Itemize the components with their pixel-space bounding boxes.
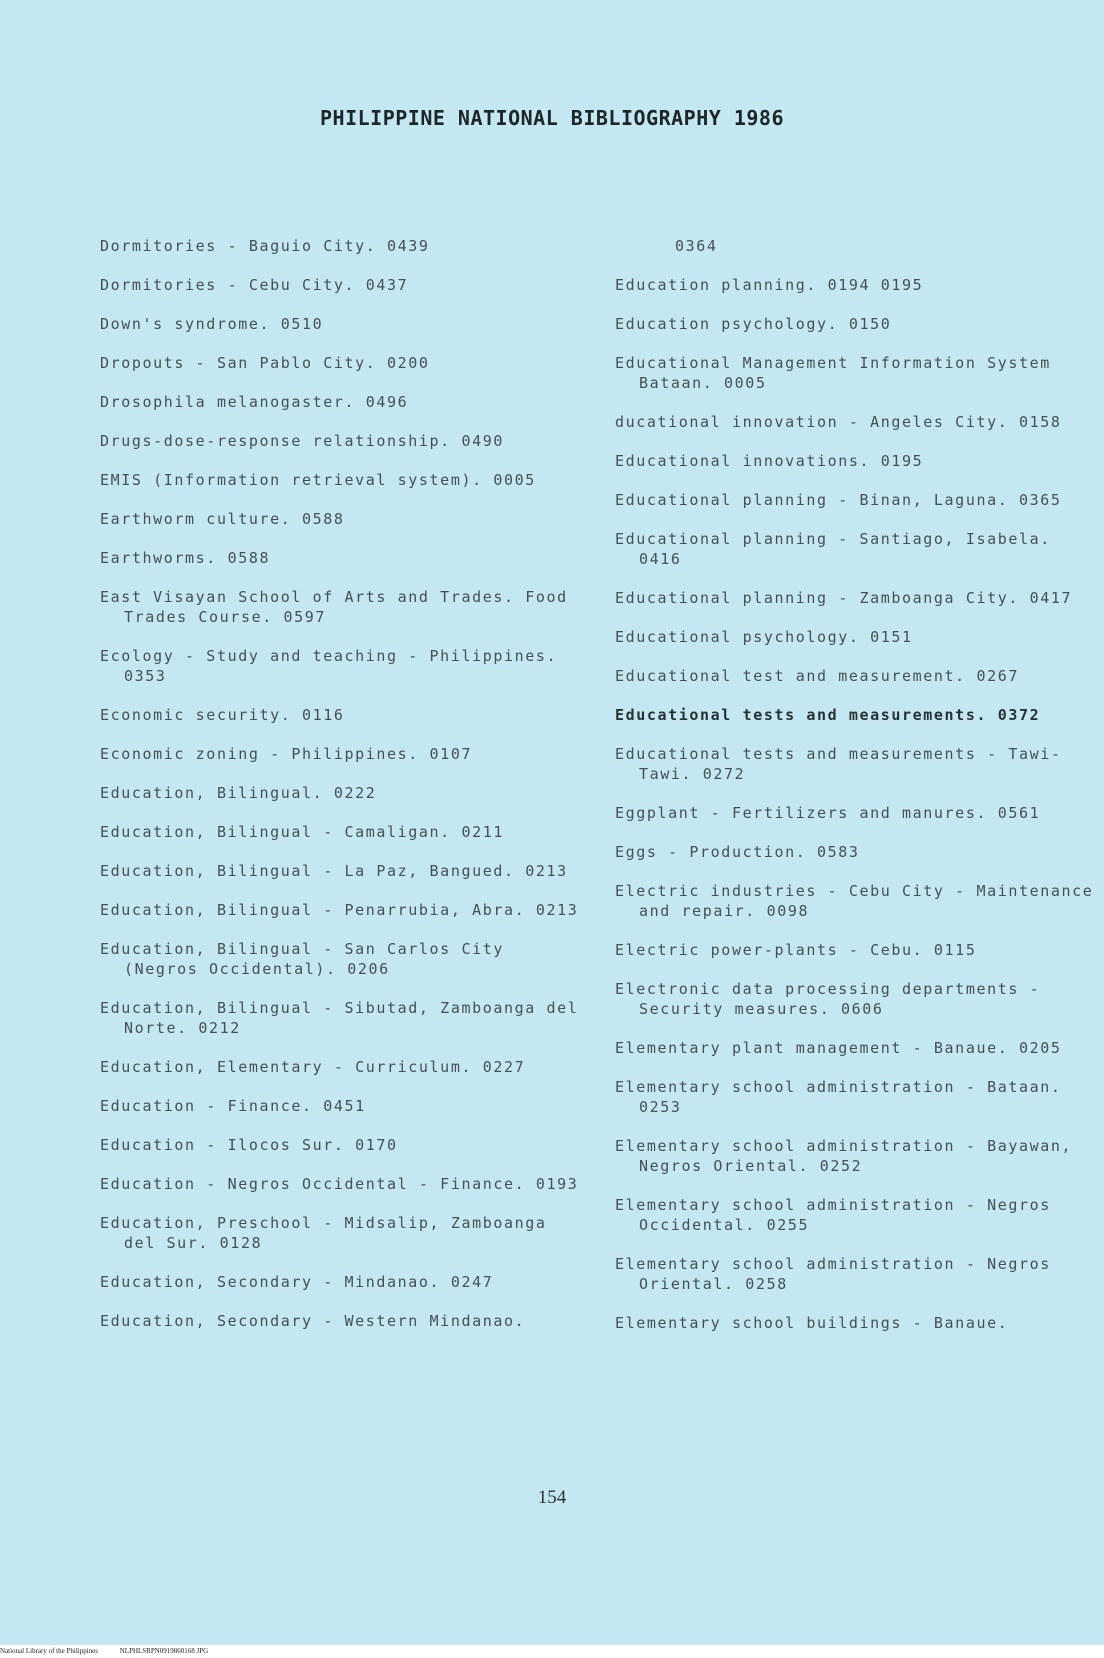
index-entry: Electric power-plants - Cebu. 0115 [615, 941, 977, 959]
index-entry: Education psychology. 0150 [615, 315, 892, 333]
index-entry: Educational innovations. 0195 [615, 452, 924, 470]
index-entry: Education, Preschool - Midsalip, Zamboanga del Sur. 0128 [100, 1214, 547, 1252]
page-title: PHILIPPINE NATIONAL BIBLIOGRAPHY 1986 [319, 106, 785, 130]
page-number: 154 [537, 1487, 567, 1508]
index-entry: East Visayan School of Arts and Trades. Food Trades Course. 0597 [100, 588, 568, 626]
index-entry: Education - Negros Occidental - Finance. 0193 [100, 1175, 579, 1193]
index-entry: Educational planning - Zamboanga City. 0417 [615, 589, 1073, 607]
index-entry: Educational test and measurement. 0267 [615, 667, 1019, 685]
index-entry: Earthworm culture. 0588 [100, 510, 345, 528]
index-entry: Elementary school administration - Negros Oriental. 0258 [615, 1255, 1051, 1293]
index-entry: Dormitories - Baguio City. 0439 [100, 237, 430, 255]
index-entry: Eggplant - Fertilizers and manures. 0561 [615, 804, 1041, 822]
index-entry: Dormitories - Cebu City. 0437 [100, 276, 409, 294]
index-entry: Elementary school administration - Bayawan, Negros Oriental. 0252 [615, 1137, 1073, 1175]
right-column [615, 236, 1095, 1352]
index-entry: Education - Finance. 0451 [100, 1097, 366, 1115]
left-column [100, 236, 580, 1350]
library-credit: National Library of the Philippines [0, 1647, 98, 1655]
index-entry: Dropouts - San Pablo City. 0200 [100, 354, 430, 372]
index-entry: Drosophila melanogaster. 0496 [100, 393, 409, 411]
index-entry: Education, Secondary - Western Mindanao. [100, 1312, 526, 1330]
index-entry: Economic zoning - Philippines. 0107 [100, 745, 473, 763]
index-entry: Earthworms. 0588 [100, 549, 271, 567]
index-entry: Educational psychology. 0151 [615, 628, 913, 646]
index-entry: Educational tests and measurements. 0372 [615, 706, 1041, 724]
index-entry: Elementary school buildings - Banaue. [615, 1314, 1009, 1332]
index-entry: Elementary school administration - Negros Occidental. 0255 [615, 1196, 1051, 1234]
index-entry: Education, Secondary - Mindanao. 0247 [100, 1273, 494, 1291]
index-entry: Education, Bilingual - San Carlos City (Negros Occidental). 0206 [100, 940, 504, 978]
index-entry: Education, Bilingual - Camaligan. 0211 [100, 823, 504, 841]
index-entry: 0364 [675, 237, 718, 255]
index-entry: Elementary school administration - Bataan. 0253 [615, 1078, 1062, 1116]
index-entry: Educational Management Information System Bataan. 0005 [615, 354, 1051, 392]
index-entry: Electronic data processing departments - Security measures. 0606 [615, 980, 1041, 1018]
file-id: NLPHLSRPN0919860168 JPG [119, 1647, 209, 1655]
index-entry: Education, Bilingual. 0222 [100, 784, 377, 802]
index-entry: Down's syndrome. 0510 [100, 315, 324, 333]
index-entry: Elementary plant management - Banaue. 0205 [615, 1039, 1062, 1057]
index-entry: Economic security. 0116 [100, 706, 345, 724]
index-entry: Ecology - Study and teaching - Philippines. 0353 [100, 647, 558, 685]
index-entry: Electric industries - Cebu City - Maintenance and repair. 0098 [615, 882, 1094, 920]
index-entry: Education planning. 0194 0195 [615, 276, 924, 294]
index-entry: Education, Elementary - Curriculum. 0227 [100, 1058, 526, 1076]
index-entry: Education, Bilingual - Penarrubia, Abra. 0213 [100, 901, 579, 919]
index-entry: Education, Bilingual - La Paz, Bangued. 0213 [100, 862, 568, 880]
index-entry: Drugs-dose-response relationship. 0490 [100, 432, 504, 450]
index-entry: Eggs - Production. 0583 [615, 843, 860, 861]
index-entry: Education, Bilingual - Sibutad, Zamboanga del Norte. 0212 [100, 999, 579, 1037]
index-entry: Education - Ilocos Sur. 0170 [100, 1136, 398, 1154]
scan-footer [0, 1645, 1104, 1658]
index-entry: Educational planning - Santiago, Isabela. 0416 [615, 530, 1051, 568]
index-entry: ducational innovation - Angeles City. 0158 [615, 413, 1062, 431]
index-entry: EMIS (Information retrieval system). 0005 [100, 471, 536, 489]
index-entry: Educational tests and measurements - Tawi-Tawi. 0272 [615, 745, 1062, 783]
index-entry: Educational planning - Binan, Laguna. 0365 [615, 491, 1062, 509]
